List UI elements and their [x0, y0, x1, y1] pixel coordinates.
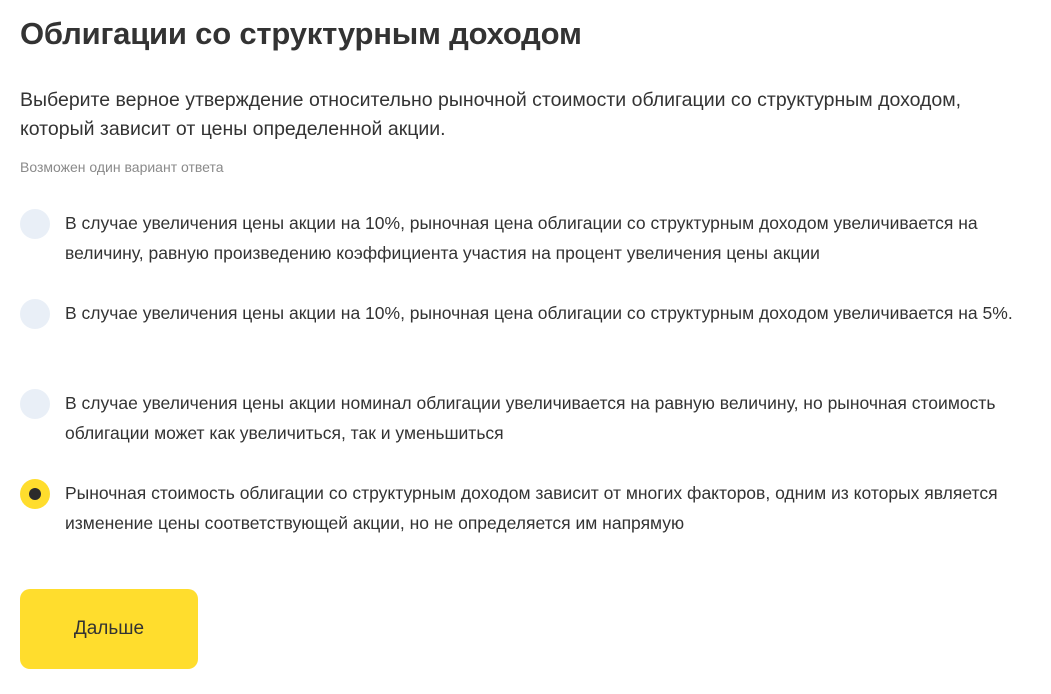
radio-button-3[interactable]	[20, 389, 50, 419]
answer-option-label-2: В случае увеличения цены акции на 10%, рыночная цена облигации со структурным доходом увеличивается на 5%.	[65, 303, 1013, 323]
answer-option-1[interactable]	[20, 208, 1035, 298]
radio-button-4[interactable]	[20, 479, 50, 509]
question-text: Выберите верное утверждение относительно рыночной стоимости облигации со структурным доходом, который зависит от цены определенной акции.	[20, 89, 962, 140]
answer-option-3[interactable]	[20, 388, 1035, 478]
page-title: Облигации со структурным доходом	[20, 16, 582, 51]
answer-options	[20, 208, 1035, 568]
radio-button-1[interactable]	[20, 209, 50, 239]
answer-option-label-1: В случае увеличения цены акции на 10%, рыночная цена облигации со структурным доходом увеличивается на величину, равную произведению коэффициента участия на процент увеличения цены акции	[65, 213, 978, 263]
radio-button-2[interactable]	[20, 299, 50, 329]
next-button[interactable]: Дальше	[20, 589, 198, 669]
answer-hint: Возможен один вариант ответа	[20, 159, 224, 175]
radio-selected-dot	[29, 488, 41, 500]
answer-option-2[interactable]	[20, 298, 1035, 388]
answer-option-label-3: В случае увеличения цены акции номинал облигации увеличивается на равную величину, но рыночная стоимость облигации может как увеличиться, так и уменьшиться	[65, 393, 996, 443]
answer-option-4[interactable]	[20, 478, 1035, 568]
answer-option-label-4: Рыночная стоимость облигации со структурным доходом зависит от многих факторов, одним из которых является изменение цены соответствующей акции, но не определяется им напрямую	[65, 483, 998, 533]
